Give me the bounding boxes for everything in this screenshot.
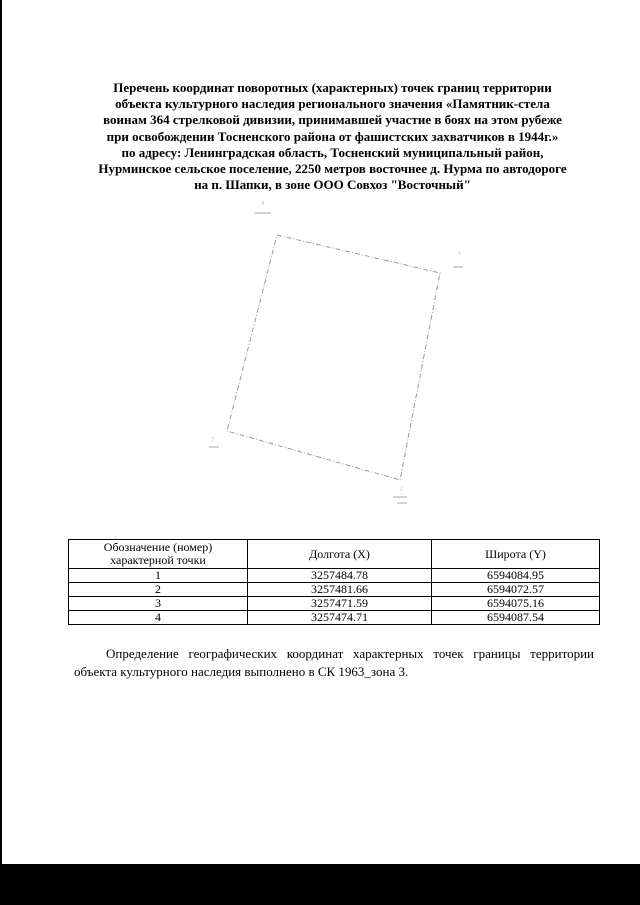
table-row [69,569,600,583]
cell-point: 3 [69,597,248,611]
point-marker-4 [255,201,271,213]
table-row [69,583,600,597]
point-label-3: 3 [211,437,214,443]
header-latitude-y: Широта (Y) [432,540,600,569]
title-line-5: по адресу: Ленинградская область, Тосненский муниципальный район, [121,144,544,160]
coordinates-table [68,539,600,625]
point-label-4: 4 [261,201,264,207]
coordinate-system-note: Определение географических координат характерных точек границы территории объекта культурного наследия выполнено в СК 1963_зона 3. [74,646,594,679]
title-line-1: Перечень координат поворотных (характерных) точек границ территории [113,80,552,95]
cell-point: 4 [69,611,248,625]
title-line-6: Нурминское сельское поселение, 2250 метров восточнее д. Нурма по автодороге [98,161,567,177]
document-title [60,80,605,193]
point-label-1: 1 [458,251,461,257]
cell-y: 6594084.95 [432,569,600,583]
scan-bottom-band [0,864,640,905]
cell-y: 6594087.54 [432,611,600,625]
point-marker-1 [453,251,463,267]
table-row [69,611,600,625]
title-line-7: на п. Шапки, в зоне ООО Совхоз "Восточный" [194,177,471,193]
header-point-number: Обозначение (номер) характерной точки [69,540,248,569]
cell-x: 3257481.66 [248,583,432,597]
boundary-polygon [227,235,440,480]
cell-x: 3257484.78 [248,569,432,583]
boundary-plan [195,195,475,515]
cell-x: 3257471.59 [248,597,432,611]
title-line-4: при освобождении Тосненского района от фашистских захватчиков в 1944г.» [106,128,559,144]
title-line-3: воинам 364 стрелковой дивизии, принимавшей участие в боях на этом рубеже [103,112,562,128]
point-marker-2 [393,486,407,503]
point-label-2: 2 [400,486,403,492]
table-header-row [69,540,600,569]
cell-y: 6594072.57 [432,583,600,597]
cell-point: 2 [69,583,248,597]
cell-point: 1 [69,569,248,583]
title-line-2: объекта культурного наследия регионального значения «Памятник-стела [115,96,550,112]
cell-x: 3257474.71 [248,611,432,625]
point-marker-3 [209,437,219,447]
scan-left-edge [0,0,2,864]
cell-y: 6594075.16 [432,597,600,611]
table-row [69,597,600,611]
header-longitude-x: Долгота (X) [248,540,432,569]
